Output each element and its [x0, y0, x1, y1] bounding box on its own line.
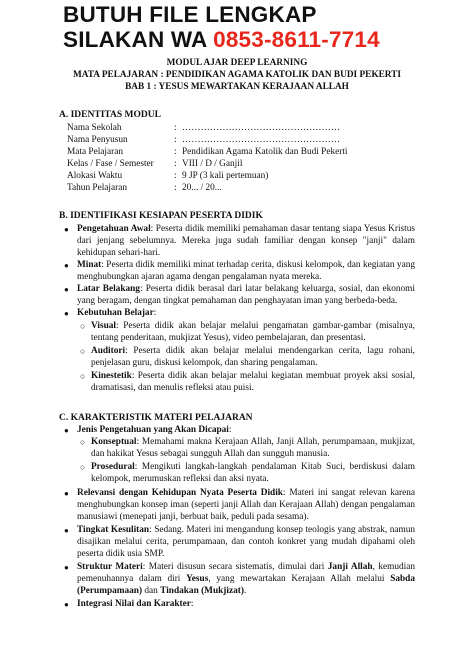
identity-key: Kelas / Fase / Semester — [67, 158, 154, 169]
item-label: Visual — [91, 321, 116, 331]
item-text: : Mengikuti langkah-langkah pendalaman Kitab Suci, berdiskusi dalam kelompok, merumuskan refleksi dan aksi nyata. — [91, 462, 415, 484]
circle-bullet-icon: ○ — [80, 437, 86, 447]
circle-bullet-icon: ○ — [80, 321, 86, 331]
bullet-icon: ● — [64, 285, 69, 294]
item-text: : Materi disusun secara sistematis, dimulai dari — [142, 562, 328, 572]
item-emphasis: Janji Allah — [327, 562, 373, 572]
bullet-icon: ● — [64, 426, 69, 435]
promo-banner — [63, 2, 380, 52]
learning-need-item — [80, 346, 415, 370]
material-item — [64, 488, 415, 524]
section-a-title: A. IDENTITAS MODUL — [59, 110, 161, 120]
identity-colon: : — [174, 123, 177, 133]
item-label: Jenis Pengetahuan yang Akan Dicapai — [77, 425, 229, 435]
promo-line-2 — [63, 27, 380, 52]
material-item — [64, 562, 416, 598]
circle-bullet-icon: ○ — [80, 371, 86, 381]
identity-value: 9 JP (3 kali pertemuan) — [182, 170, 269, 181]
knowledge-type-item — [80, 462, 415, 486]
item-text: : — [190, 599, 194, 609]
item-text: : Peserta didik akan belajar melalui mendengarkan cerita, lagu rohani, penjelasan guru, diskusi kelompok, dan sharing pengalaman. — [91, 346, 415, 368]
item-text: : Peserta didik akan belajar melalui kegiatan membuat proyek aksi sosial, dramatisasi, dan menulis refleksi atau puisi. — [91, 371, 415, 393]
identity-value: …………………………………………… — [182, 123, 341, 133]
bullet-icon: ● — [64, 489, 69, 498]
identity-key: Tahun Pelajaran — [67, 182, 128, 193]
identity-row — [67, 171, 348, 183]
item-label: Tingkat Kesulitan — [77, 525, 150, 535]
item-label: Pengetahuan Awal — [77, 224, 151, 234]
identity-colon: : — [174, 158, 177, 169]
identity-key: Nama Sekolah — [67, 123, 122, 133]
bullet-icon: ● — [64, 600, 69, 609]
item-text: : Sedang. Materi ini mengandung konsep teologis yang abstrak, namun disajikan melalui cerita, perumpamaan, dan contoh konkret yang mudah dipahami oleh peserta didik usia SMP. — [77, 525, 416, 559]
item-text: dan — [142, 585, 161, 596]
item-label: Minat — [77, 260, 102, 270]
identity-value: Pendidikan Agama Katolik dan Budi Pekerti — [182, 146, 348, 157]
item-text: , kemudian pemenuhannya dalam diri — [77, 562, 416, 584]
promo-prefix: SILAKAN WA — [63, 27, 214, 52]
identity-table — [67, 123, 348, 194]
identity-colon: : — [174, 146, 177, 157]
subject-line: MATA PELAJARAN : PENDIDIKAN AGAMA KATOLIK DAN BUDI PEKERTI — [72, 70, 401, 80]
identity-colon: : — [174, 170, 177, 181]
promo-phone: 0853-8611-7714 — [213, 27, 380, 52]
identity-key: Mata Pelajaran — [67, 146, 124, 157]
identity-key: Nama Penyusun — [67, 134, 128, 145]
item-label: Integrasi Nilai dan Karakter — [77, 599, 191, 609]
identity-row — [67, 183, 348, 195]
item-text: : Peserta didik memiliki minat terhadap cerita, diskusi kelompok, dan kegiatan yang menghubungkan ajaran agama dengan pengalaman nyata mereka. — [77, 260, 415, 282]
circle-bullet-icon: ○ — [80, 462, 86, 472]
item-text: : Materi ini sangat relevan karena menghubungkan konsep iman (seperti janji Allah dan Kerajaan Allah) dengan pengalaman manusiawi (menepati janji, berbuat baik, peduli pada sesama). — [77, 488, 415, 522]
item-label: Auditori — [91, 346, 126, 356]
identity-value: …………………………………………… — [182, 134, 341, 145]
learning-need-item — [80, 371, 415, 395]
section-c-title: C. KARAKTERISTIK MATERI PELAJARAN — [59, 413, 253, 423]
bullet-icon: ● — [64, 526, 69, 535]
bullet-icon: ● — [64, 563, 69, 572]
item-text: : — [228, 425, 232, 435]
bullet-icon: ● — [64, 225, 69, 234]
item-text: : Memahami makna Kerajaan Allah, Janji Allah, perumpamaan, mukjizat, dan hakikat Yesus sebagai sungguh Allah dan sungguh manusia. — [91, 437, 415, 459]
item-emphasis: Yesus — [186, 573, 209, 584]
identity-row — [67, 147, 348, 159]
item-label: Kebutuhan Belajar — [77, 308, 154, 318]
item-label: Kinestetik — [91, 371, 132, 381]
identity-key: Alokasi Waktu — [67, 170, 123, 181]
readiness-item — [64, 224, 416, 260]
bullet-icon: ● — [64, 309, 69, 318]
item-label: Prosedural — [91, 462, 135, 472]
item-label: Struktur Materi — [77, 562, 143, 572]
item-text: : — [153, 308, 157, 318]
learning-need-item — [80, 321, 415, 345]
item-text: : Peserta didik akan belajar melalui pengamatan gambar-gambar (misalnya, tentang penderitaan, mukjizat Yesus), video pembelajaran, dan presentasi. — [91, 321, 415, 343]
identity-row — [67, 159, 348, 171]
item-label: Latar Belakang — [77, 284, 140, 294]
item-label: Konseptual — [91, 437, 137, 447]
item-emphasis: Tindakan (Mukjizat) — [160, 585, 244, 596]
promo-line-1: BUTUH FILE LENGKAP — [63, 2, 317, 27]
identity-value: 20... / 20... — [182, 182, 222, 193]
item-text: : Peserta didik memiliki pemahaman dasar tentang siapa Yesus Kristus dari jenjang sebelumnya. Mereka juga sudah familiar dengan konsep "janji" dalam kehidupan sehari-hari. — [77, 224, 416, 258]
material-item — [64, 525, 416, 561]
item-emphasis: Sabda (Perumpamaan) — [77, 573, 415, 596]
item-text: , yang mewartakan Kerajaan Allah melalui — [208, 573, 391, 584]
module-title: MODUL AJAR DEEP LEARNING — [166, 58, 308, 68]
identity-row — [67, 135, 348, 147]
item-label: Relevansi dengan Kehidupan Nyata Peserta Didik — [77, 488, 283, 498]
readiness-item — [64, 260, 415, 284]
item-text: . — [243, 585, 247, 596]
identity-colon: : — [174, 134, 177, 145]
circle-bullet-icon: ○ — [80, 346, 86, 356]
material-item — [64, 599, 415, 611]
readiness-item — [64, 308, 415, 320]
item-text: : Peserta didik berasal dari latar belakang keluarga, sosial, dan ekonomi yang beragam, dengan tingkat pemahaman dan penghayatan iman yang berbeda-beda. — [77, 284, 415, 306]
identity-colon: : — [174, 182, 177, 193]
knowledge-type-item — [80, 437, 415, 461]
readiness-item — [64, 284, 415, 308]
chapter-line: BAB 1 : YESUS MEWARTAKAN KERAJAAN ALLAH — [125, 82, 349, 92]
material-item — [64, 425, 415, 437]
identity-value: VIII / D / Ganjil — [182, 158, 243, 169]
section-b-title: B. IDENTIFIKASI KESIAPAN PESERTA DIDIK — [59, 211, 263, 221]
identity-row — [67, 123, 348, 135]
bullet-icon: ● — [64, 261, 69, 270]
